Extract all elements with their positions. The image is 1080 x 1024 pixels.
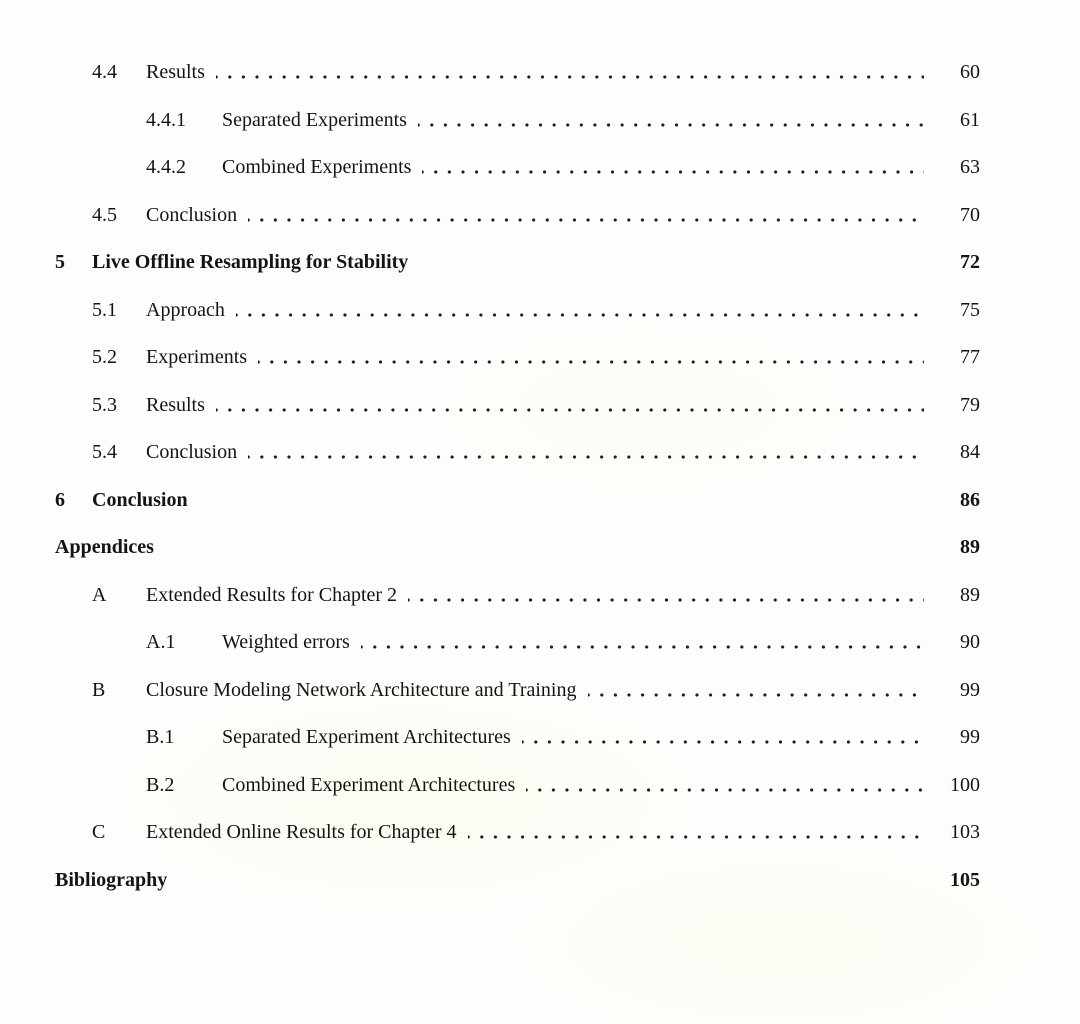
toc-entry-number: 4.4.1 [146,108,186,131]
toc-entry-number: 5.1 [92,298,117,321]
toc-entry-appendix-b[interactable] [0,680,980,700]
toc-entry-title: Conclusion [146,203,238,226]
toc-entry-page: 99 [960,678,980,701]
toc-entry-appendix-c[interactable] [0,822,980,842]
toc-entry-title: Bibliography [55,868,168,891]
leader-spacer [199,490,924,510]
toc-entry-page: 100 [950,773,980,796]
dot-leader [408,585,924,605]
toc-entry-bibliography[interactable] [0,870,980,890]
toc-entry-title: Conclusion [92,488,188,511]
toc-entry-number: 4.5 [92,203,117,226]
toc-entry-title: Separated Experiments [222,108,407,131]
toc-entry-a-1[interactable] [0,632,980,652]
dot-leader [258,347,924,367]
toc-entry-appendices[interactable] [0,537,980,557]
toc-entry-title: Extended Online Results for Chapter 4 [146,821,457,843]
toc-entry-number: 4.4 [92,61,117,83]
toc-entry-5-4[interactable] [0,442,980,462]
toc-entry-number: 5 [55,251,65,273]
toc-entry-page: 89 [960,536,980,558]
toc-entry-number: 5.4 [92,441,117,463]
toc-entry-title: Combined Experiments [222,156,412,178]
toc-entry-title: Approach [146,298,225,321]
toc-entry-chapter-6[interactable] [0,490,980,510]
toc-entry-number: C [92,821,106,843]
dot-leader [522,727,924,747]
toc-entry-page: 103 [950,821,980,843]
toc-entry-page: 77 [960,346,980,368]
toc-entry-title: Live Offline Resampling for Stability [92,251,409,273]
toc-entry-title: Combined Experiment Architectures [222,773,516,796]
dot-leader [422,157,924,177]
leader-spacer [419,252,924,272]
toc-entry-number: A [92,583,107,606]
toc-entry-number: B.2 [146,773,175,796]
toc-entry-page: 60 [960,61,980,83]
toc-entry-title: Experiments [146,346,248,368]
toc-entry-4-4-2[interactable] [0,157,980,177]
toc-entry-page: 63 [960,156,980,178]
toc-entry-page: 61 [960,108,980,131]
toc-entry-title: Weighted errors [222,631,350,653]
toc-entry-title: Extended Results for Chapter 2 [146,583,398,606]
toc-entry-page: 90 [960,631,980,653]
toc-entry-chapter-5[interactable] [0,252,980,272]
toc-entry-appendix-a[interactable] [0,585,980,605]
toc-entry-title: Results [146,61,205,83]
toc-entry-page: 89 [960,583,980,606]
leader-spacer [165,537,924,557]
toc-entry-5-2[interactable] [0,347,980,367]
toc-entry-5-1[interactable] [0,300,980,320]
toc-entry-page: 86 [960,488,980,511]
toc-entry-b-2[interactable] [0,775,980,795]
toc-entry-title: Separated Experiment Architectures [222,726,511,748]
dot-leader [216,395,924,415]
toc-entry-b-1[interactable] [0,727,980,747]
toc-entry-number: 6 [55,488,65,511]
toc-entry-title: Results [146,393,205,416]
toc-entry-page: 70 [960,203,980,226]
toc-entry-title: Appendices [55,536,154,558]
dot-leader [526,775,924,795]
toc-entry-page: 84 [960,441,980,463]
toc-entry-4-4[interactable] [0,62,980,82]
dot-leader [418,110,924,130]
toc-entry-number: 4.4.2 [146,156,186,178]
toc-entry-page: 75 [960,298,980,321]
dot-leader [468,822,925,842]
toc-entry-4-4-1[interactable] [0,110,980,130]
toc-entry-title: Conclusion [146,441,238,463]
dot-leader [248,205,924,225]
dot-leader [236,300,924,320]
dot-leader [588,680,925,700]
toc-entry-page: 105 [950,868,980,891]
toc-entry-page: 99 [960,726,980,748]
toc-entry-number: B [92,678,106,701]
leader-spacer [178,870,924,890]
toc-entry-4-5[interactable] [0,205,980,225]
toc-entry-title: Closure Modeling Network Architecture and Training [146,678,577,701]
toc-entry-number: 5.3 [92,393,117,416]
dot-leader [248,442,924,462]
toc-entry-number: B.1 [146,726,175,748]
toc-entry-number: A.1 [146,631,176,653]
toc-entry-number: 5.2 [92,346,117,368]
toc-entry-page: 72 [960,251,980,273]
dot-leader [361,632,924,652]
dot-leader [216,62,924,82]
toc-entry-page: 79 [960,393,980,416]
toc-entry-5-3[interactable] [0,395,980,415]
